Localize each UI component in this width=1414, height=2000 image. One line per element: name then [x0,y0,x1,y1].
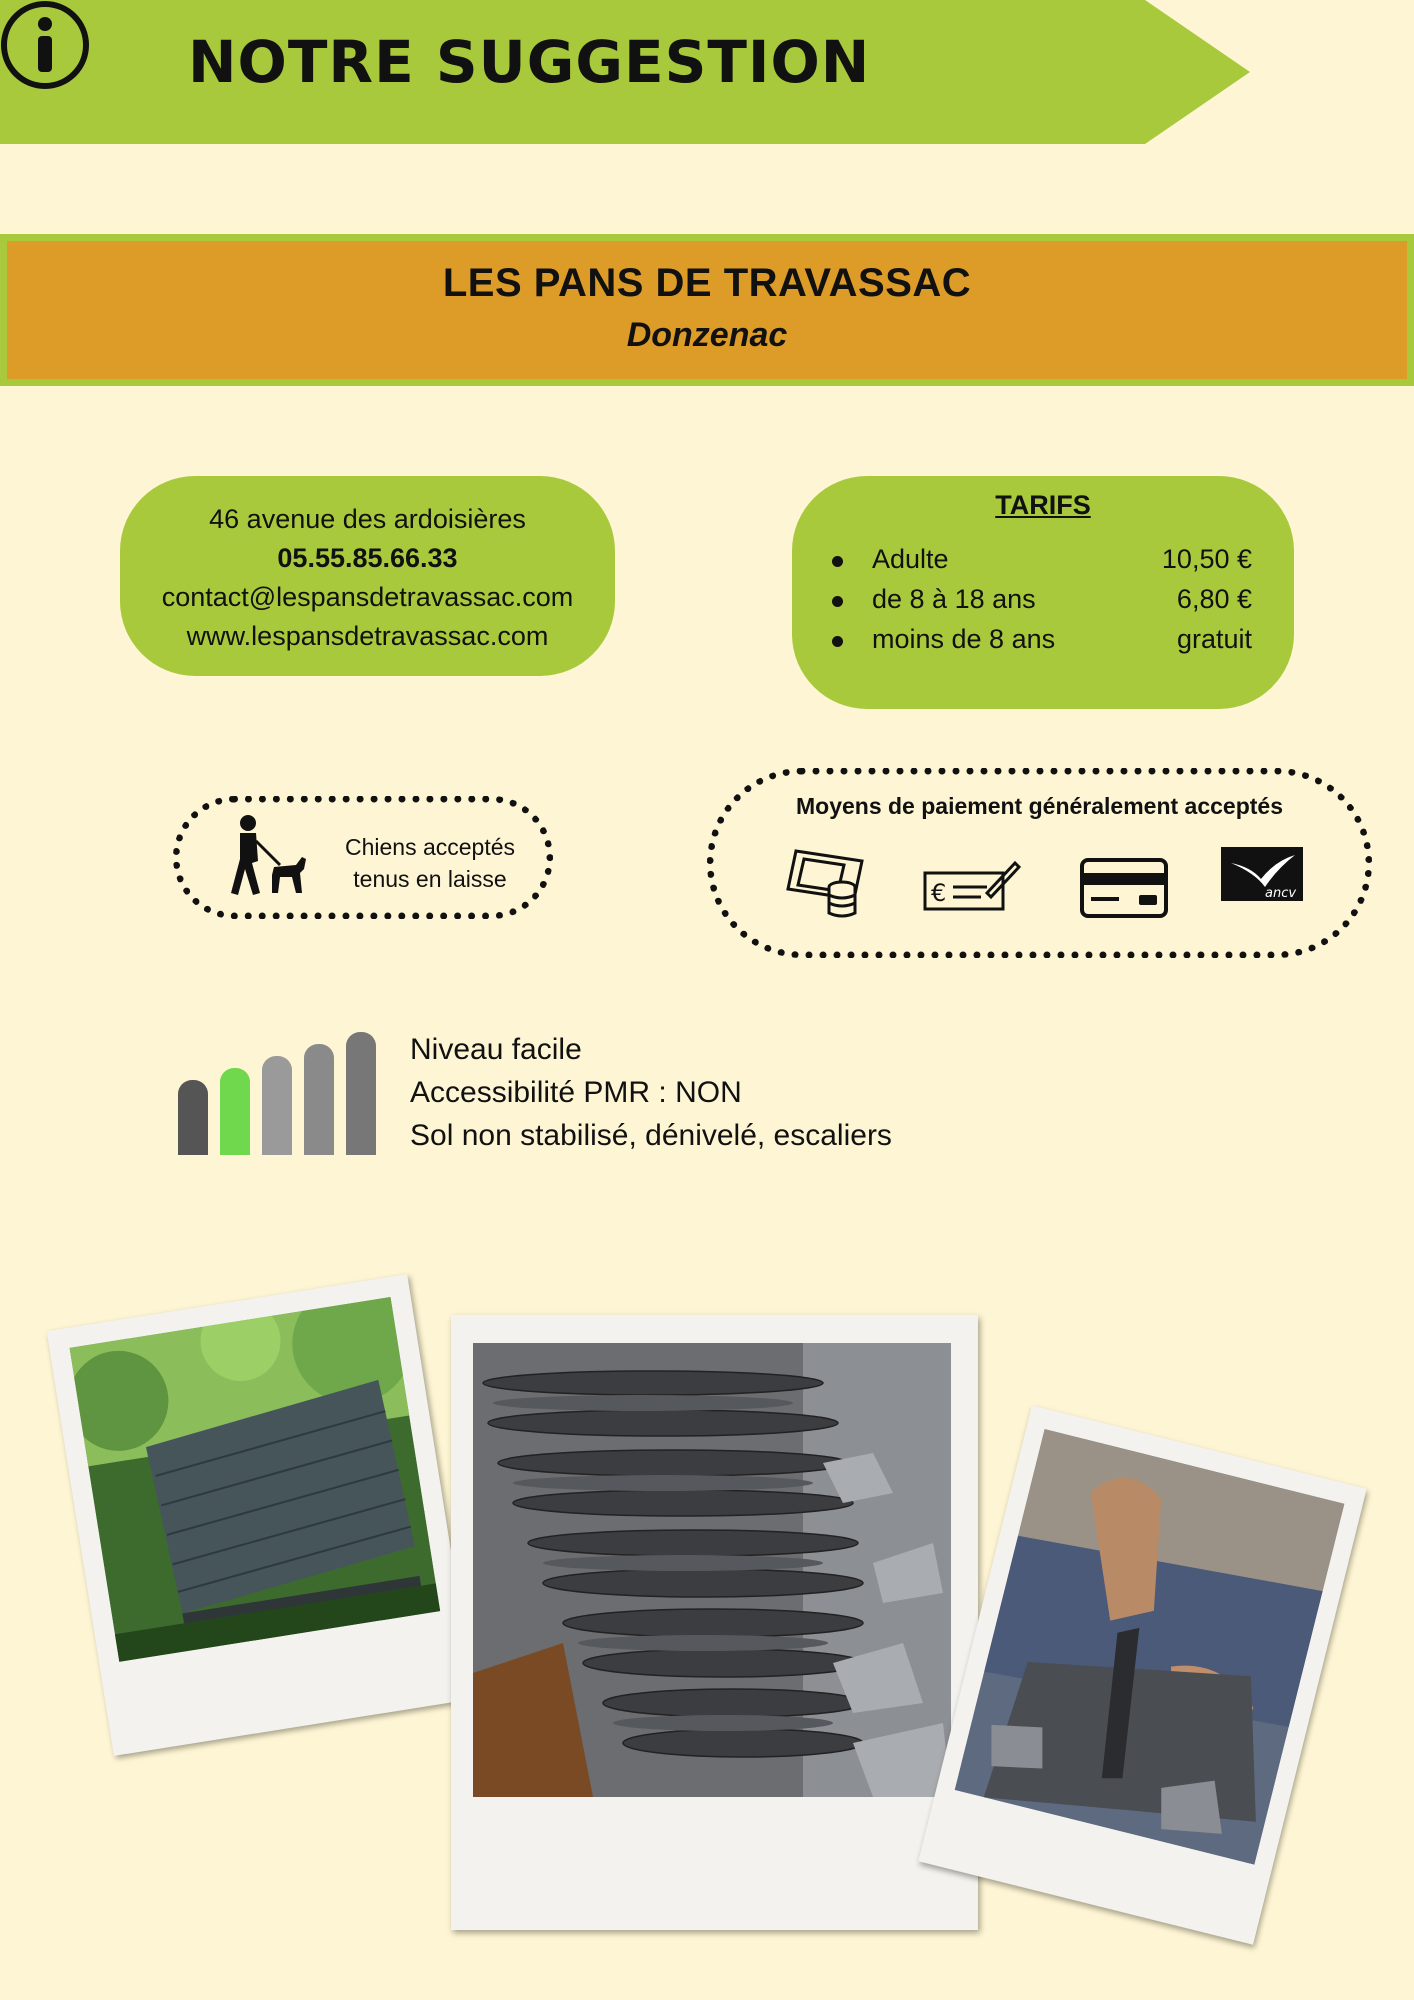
level-bar [346,1032,376,1155]
tarif-price: gratuit [1176,624,1252,654]
level-bar-base [220,1141,250,1155]
level-bar [304,1044,334,1155]
slate-roof-photo [47,1274,475,1756]
level-bar-base [178,1141,208,1155]
bullet-icon [832,556,843,567]
slate-roof-image [69,1297,440,1662]
tarif-label: Adulte [872,544,949,574]
slate-stack-image [473,1343,951,1797]
level-bar-base [262,1141,292,1155]
tarif-row [832,622,1252,662]
ground-description: Sol non stabilisé, dénivelé, escaliers [410,1119,892,1152]
accessibility-pmr: Accessibilité PMR : NON [410,1076,742,1109]
difficulty-level-bars [178,1030,378,1158]
dog-walker-icon [230,813,310,903]
cash-icon [782,847,872,923]
level-bar-base [346,1141,376,1155]
difficulty-level: Niveau facile [410,1033,582,1066]
bullet-icon [832,596,843,607]
website-link[interactable]: www.lespansdetravassac.com [186,621,549,651]
place-title-box [0,234,1414,386]
payment-methods-box [707,768,1372,958]
level-bar-base [304,1141,334,1155]
tarifs-heading: TARIFS [995,490,1091,520]
email-link[interactable]: contact@lespansdetravassac.com [161,582,574,612]
slate-cutting-image [955,1429,1345,1865]
slate-stack-photo [451,1315,978,1930]
tarif-price: 6,80 € [1176,584,1252,614]
slate-cutting-photo [918,1405,1366,1945]
phone-number[interactable]: 05.55.85.66.33 [277,543,458,573]
tarif-row [832,582,1252,622]
place-name: LES PANS DE TRAVASSAC [442,261,972,305]
level-info [410,1028,892,1157]
dogs-allowed-box [173,796,553,919]
dogs-text [330,831,530,895]
dogs-line2: tenus en laisse [353,866,507,892]
ancv-icon [1221,847,1303,901]
dogs-line1: Chiens acceptés [344,834,516,860]
info-icon [0,0,90,90]
tarifs-card [792,476,1294,709]
tarif-price: 10,50 € [1161,544,1252,574]
payment-heading: Moyens de paiement généralement acceptés [795,793,1284,819]
ancv-label: ancv [1265,886,1297,901]
level-bar [262,1056,292,1155]
tarif-label: moins de 8 ans [872,624,1056,654]
svg-text:€: € [931,879,947,907]
credit-card-icon [1079,857,1169,919]
tarif-label: de 8 à 18 ans [872,584,1036,614]
header-banner [0,0,1250,144]
tarif-row [832,542,1252,582]
address: 46 avenue des ardoisières [209,504,526,534]
contact-card [120,476,615,676]
cheque-icon [921,857,1021,913]
place-town: Donzenac [626,316,788,354]
bullet-icon [832,636,843,647]
banner-title: NOTRE SUGGESTION [188,28,871,96]
